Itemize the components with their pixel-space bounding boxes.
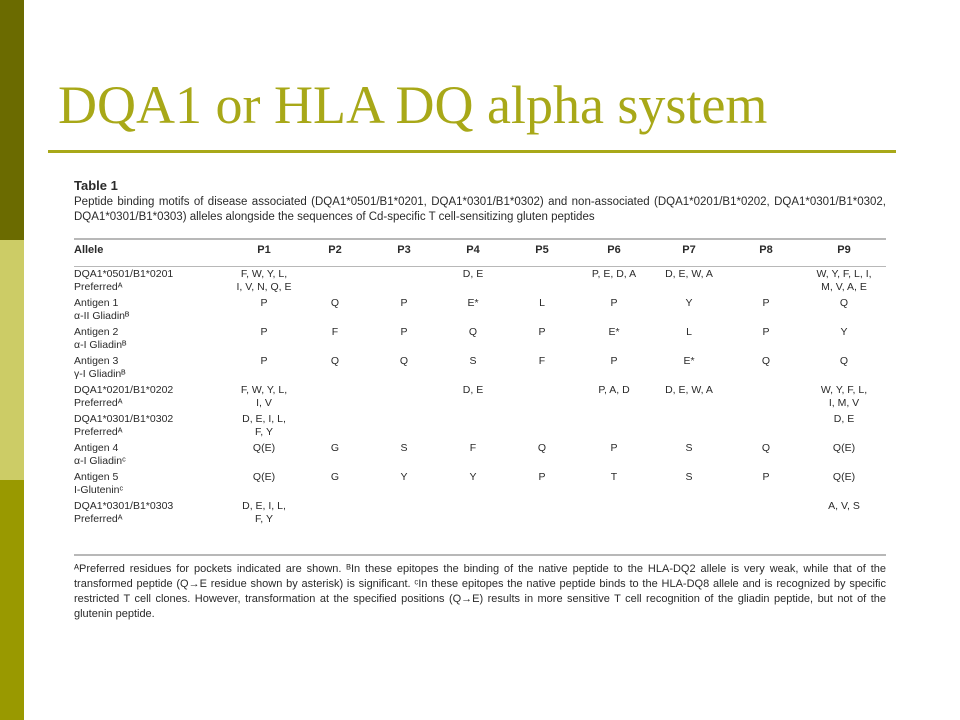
residue-line: Y	[400, 471, 408, 483]
allele-line: Preferredᴬ	[74, 512, 123, 525]
residue-line: Y	[840, 326, 848, 338]
residue-cell-p6	[580, 264, 648, 297]
column-header-p8: P8	[759, 244, 773, 256]
residue-cell-p3	[366, 264, 442, 297]
residue-cell-p6	[580, 355, 648, 384]
residue-cell-p8	[730, 326, 802, 355]
residue-line: E*	[608, 326, 620, 338]
residue-cell-p3	[366, 326, 442, 355]
allele-cell	[74, 264, 224, 297]
residue-line: G	[330, 442, 340, 454]
column-header-p3: P3	[397, 244, 411, 256]
allele-line: Preferredᴬ	[74, 280, 123, 293]
residue-cell-p2	[304, 500, 366, 529]
column-header-p2: P2	[328, 244, 342, 256]
residue-cell-p5	[504, 297, 580, 326]
residue-line: P	[400, 326, 408, 338]
table-figure	[62, 172, 898, 620]
residue-cell-p7	[648, 442, 730, 471]
allele-line: Preferredᴬ	[74, 396, 123, 409]
table-footnote: ᴬPreferred residues for pockets indicated are shown. ᴮIn these epitopes the binding of the native peptide to the HLA-DQ2 allele is very weak, while that of the transformed peptide (Q→E residue shown by asterisk) is significant. ᶜIn these epitopes the native peptide binds to the HLA-DQ8 allele and is recognized by specific restricted T cell clones. However, transformation at the specified positions (Q→E) results in more sensitive T cell recognition of the gliadin peptide, but not of the glutenin peptide.	[74, 563, 886, 620]
residue-cell-p2	[304, 471, 366, 500]
residue-cell-p1	[224, 297, 304, 326]
table-top-rule	[74, 238, 886, 240]
allele-line: Antigen 1	[74, 297, 119, 309]
residue-cell-p2	[304, 264, 366, 297]
allele-cell	[74, 413, 224, 442]
table-row	[74, 355, 886, 384]
residue-line: Q	[330, 355, 340, 367]
residue-cell-p3	[366, 297, 442, 326]
allele-line: I-Gluteninᶜ	[74, 483, 124, 496]
residue-line: F, W, Y, L,	[240, 384, 288, 396]
residue-cell-p6	[580, 384, 648, 413]
residue-line: F	[538, 355, 546, 367]
residue-cell-p9	[802, 326, 886, 355]
residue-line: P	[610, 355, 618, 367]
residue-cell-p5	[504, 500, 580, 529]
residue-cell-p7	[648, 297, 730, 326]
residue-cell-p3	[366, 355, 442, 384]
table-bottom-rule	[74, 554, 886, 556]
residue-line: S	[400, 442, 408, 454]
residue-line: S	[685, 471, 693, 483]
residue-line: P	[538, 471, 546, 483]
residue-cell-p5	[504, 413, 580, 442]
table-row	[74, 442, 886, 471]
allele-cell	[74, 297, 224, 326]
residue-cell-p2	[304, 413, 366, 442]
residue-cell-p9	[802, 355, 886, 384]
table-header-row	[74, 244, 886, 264]
table-row	[74, 297, 886, 326]
residue-line: P	[610, 297, 618, 309]
residue-cell-p1	[224, 384, 304, 413]
residue-line: F	[469, 442, 477, 454]
residue-line: T	[610, 471, 618, 483]
residue-cell-p8	[730, 384, 802, 413]
residue-line: I, V, N, Q, E	[236, 280, 292, 293]
residue-line: Y	[685, 297, 693, 309]
allele-line: Antigen 4	[74, 442, 119, 454]
residue-line: P	[538, 326, 546, 338]
residue-line: P	[260, 355, 268, 367]
residue-cell-p8	[730, 297, 802, 326]
allele-cell	[74, 355, 224, 384]
residue-cell-p8	[730, 413, 802, 442]
residue-cell-p2	[304, 442, 366, 471]
residue-cell-p5	[504, 471, 580, 500]
column-header-p9: P9	[837, 244, 851, 256]
residue-cell-p5	[504, 326, 580, 355]
residue-cell-p7	[648, 471, 730, 500]
residue-cell-p9	[802, 384, 886, 413]
allele-line: DQA1*0201/B1*0202	[74, 384, 174, 396]
residue-cell-p7	[648, 500, 730, 529]
residue-cell-p1	[224, 355, 304, 384]
residue-line: S	[469, 355, 477, 367]
residue-line: P, E, D, A	[591, 268, 637, 280]
residue-line: F, Y	[255, 425, 273, 438]
allele-line: Antigen 3	[74, 355, 119, 367]
allele-cell	[74, 442, 224, 471]
sidebar-stripe	[0, 0, 24, 720]
table-caption: Peptide binding motifs of disease associated (DQA1*0501/B1*0201, DQA1*0301/B1*0302) and non-associated (DQA1*0201/B1*0202, DQA1*0301/B1*0302, DQA1*0301/B1*0303) alleles alongside the sequences of Cd-specific T cell-sensitizing gluten peptides	[74, 196, 886, 223]
residue-cell-p6	[580, 326, 648, 355]
residue-line: P	[762, 471, 770, 483]
residue-line: D, E, W, A	[665, 268, 713, 280]
residue-cell-p9	[802, 442, 886, 471]
residue-cell-p7	[648, 384, 730, 413]
residue-cell-p7	[648, 413, 730, 442]
column-header-p5: P5	[535, 244, 549, 256]
residue-cell-p7	[648, 264, 730, 297]
allele-line: DQA1*0301/B1*0303	[74, 500, 174, 512]
residue-line: Q	[330, 297, 340, 309]
table-row	[74, 500, 886, 529]
residue-line: P, A, D	[598, 384, 630, 396]
column-header-allele: Allele	[74, 244, 104, 256]
allele-line: α-I Gliadinᴮ	[74, 338, 127, 351]
sidebar-block-medium	[0, 480, 24, 720]
column-header-p7: P7	[682, 244, 696, 256]
residue-line: W, Y, F, L,	[820, 384, 868, 396]
slide-title: DQA1 or HLA DQ alpha system	[58, 75, 768, 135]
residue-cell-p1	[224, 413, 304, 442]
residue-line: Q(E)	[832, 442, 856, 454]
peptide-motif-table	[74, 244, 886, 529]
table-row	[74, 326, 886, 355]
residue-cell-p2	[304, 326, 366, 355]
residue-cell-p3	[366, 384, 442, 413]
residue-cell-p8	[730, 264, 802, 297]
allele-cell	[74, 326, 224, 355]
sidebar-block-light	[0, 240, 24, 480]
residue-cell-p1	[224, 326, 304, 355]
residue-cell-p4	[442, 384, 504, 413]
allele-cell	[74, 471, 224, 500]
residue-cell-p4	[442, 264, 504, 297]
residue-line: Q	[399, 355, 409, 367]
residue-line: Q	[761, 355, 771, 367]
column-header-p6: P6	[607, 244, 621, 256]
residue-line: G	[330, 471, 340, 483]
sidebar-block-dark	[0, 0, 24, 240]
residue-line: P	[762, 326, 770, 338]
residue-cell-p4	[442, 471, 504, 500]
residue-line: Q	[537, 442, 547, 454]
residue-cell-p8	[730, 500, 802, 529]
residue-cell-p6	[580, 471, 648, 500]
residue-line: F, W, Y, L,	[240, 268, 288, 280]
residue-line: L	[686, 326, 692, 338]
residue-cell-p5	[504, 442, 580, 471]
residue-cell-p4	[442, 326, 504, 355]
residue-cell-p3	[366, 413, 442, 442]
residue-line: W, Y, F, L, I,	[816, 268, 872, 280]
residue-line: L	[539, 297, 545, 309]
residue-cell-p9	[802, 264, 886, 297]
table-row	[74, 471, 886, 500]
table-body	[74, 264, 886, 529]
residue-line: A, V, S	[828, 500, 860, 512]
residue-cell-p9	[802, 413, 886, 442]
allele-line: α-I Gliadinᶜ	[74, 454, 126, 467]
residue-cell-p6	[580, 297, 648, 326]
residue-cell-p4	[442, 442, 504, 471]
residue-cell-p3	[366, 471, 442, 500]
residue-cell-p6	[580, 500, 648, 529]
title-underline	[48, 150, 896, 153]
table-label: Table 1	[74, 178, 118, 193]
residue-cell-p1	[224, 471, 304, 500]
residue-cell-p5	[504, 264, 580, 297]
residue-cell-p4	[442, 413, 504, 442]
residue-line: E*	[683, 355, 695, 367]
residue-line: D, E	[462, 384, 484, 396]
residue-line: F	[331, 326, 339, 338]
residue-line: Q(E)	[832, 471, 856, 483]
residue-line: D, E	[462, 268, 484, 280]
residue-line: M, V, A, E	[821, 280, 867, 293]
residue-line: P	[400, 297, 408, 309]
residue-cell-p3	[366, 442, 442, 471]
residue-cell-p1	[224, 264, 304, 297]
allele-cell	[74, 500, 224, 529]
residue-cell-p9	[802, 297, 886, 326]
allele-line: Antigen 5	[74, 471, 119, 483]
allele-line: Preferredᴬ	[74, 425, 123, 438]
residue-line: P	[610, 442, 618, 454]
residue-line: Q	[839, 297, 849, 309]
allele-line: Antigen 2	[74, 326, 119, 338]
residue-cell-p5	[504, 355, 580, 384]
residue-line: S	[685, 442, 693, 454]
allele-line: α-II Gliadinᴮ	[74, 309, 130, 322]
residue-cell-p5	[504, 384, 580, 413]
residue-cell-p4	[442, 500, 504, 529]
residue-cell-p2	[304, 297, 366, 326]
residue-line: F, Y	[255, 512, 273, 525]
residue-cell-p7	[648, 326, 730, 355]
allele-line: DQA1*0501/B1*0201	[74, 268, 174, 280]
residue-line: D, E	[833, 413, 855, 425]
residue-cell-p9	[802, 471, 886, 500]
residue-cell-p8	[730, 442, 802, 471]
residue-line: Q(E)	[252, 442, 276, 454]
residue-cell-p1	[224, 442, 304, 471]
table-row	[74, 413, 886, 442]
residue-line: Q	[468, 326, 478, 338]
allele-cell	[74, 384, 224, 413]
residue-cell-p2	[304, 355, 366, 384]
column-header-p1: P1	[257, 244, 271, 256]
residue-line: Q	[761, 442, 771, 454]
residue-line: Q	[839, 355, 849, 367]
residue-cell-p8	[730, 471, 802, 500]
residue-line: E*	[467, 297, 479, 309]
residue-cell-p2	[304, 384, 366, 413]
residue-cell-p8	[730, 355, 802, 384]
residue-line: Y	[469, 471, 477, 483]
residue-cell-p6	[580, 413, 648, 442]
residue-cell-p1	[224, 500, 304, 529]
residue-line: I, M, V	[828, 396, 860, 409]
residue-line: D, E, I, L,	[242, 413, 286, 425]
residue-line: I, V	[256, 396, 272, 409]
residue-line: P	[762, 297, 770, 309]
table-row	[74, 264, 886, 297]
residue-cell-p9	[802, 500, 886, 529]
residue-cell-p4	[442, 355, 504, 384]
residue-line: Q(E)	[252, 471, 276, 483]
residue-line: D, E, I, L,	[242, 500, 286, 512]
residue-cell-p6	[580, 442, 648, 471]
table-row	[74, 384, 886, 413]
residue-line: P	[260, 297, 268, 309]
residue-line: D, E, W, A	[665, 384, 713, 396]
residue-cell-p4	[442, 297, 504, 326]
allele-line: DQA1*0301/B1*0302	[74, 413, 174, 425]
residue-cell-p3	[366, 500, 442, 529]
column-header-p4: P4	[466, 244, 480, 256]
residue-cell-p7	[648, 355, 730, 384]
allele-line: γ-I Gliadinᴮ	[74, 367, 126, 380]
residue-line: P	[260, 326, 268, 338]
